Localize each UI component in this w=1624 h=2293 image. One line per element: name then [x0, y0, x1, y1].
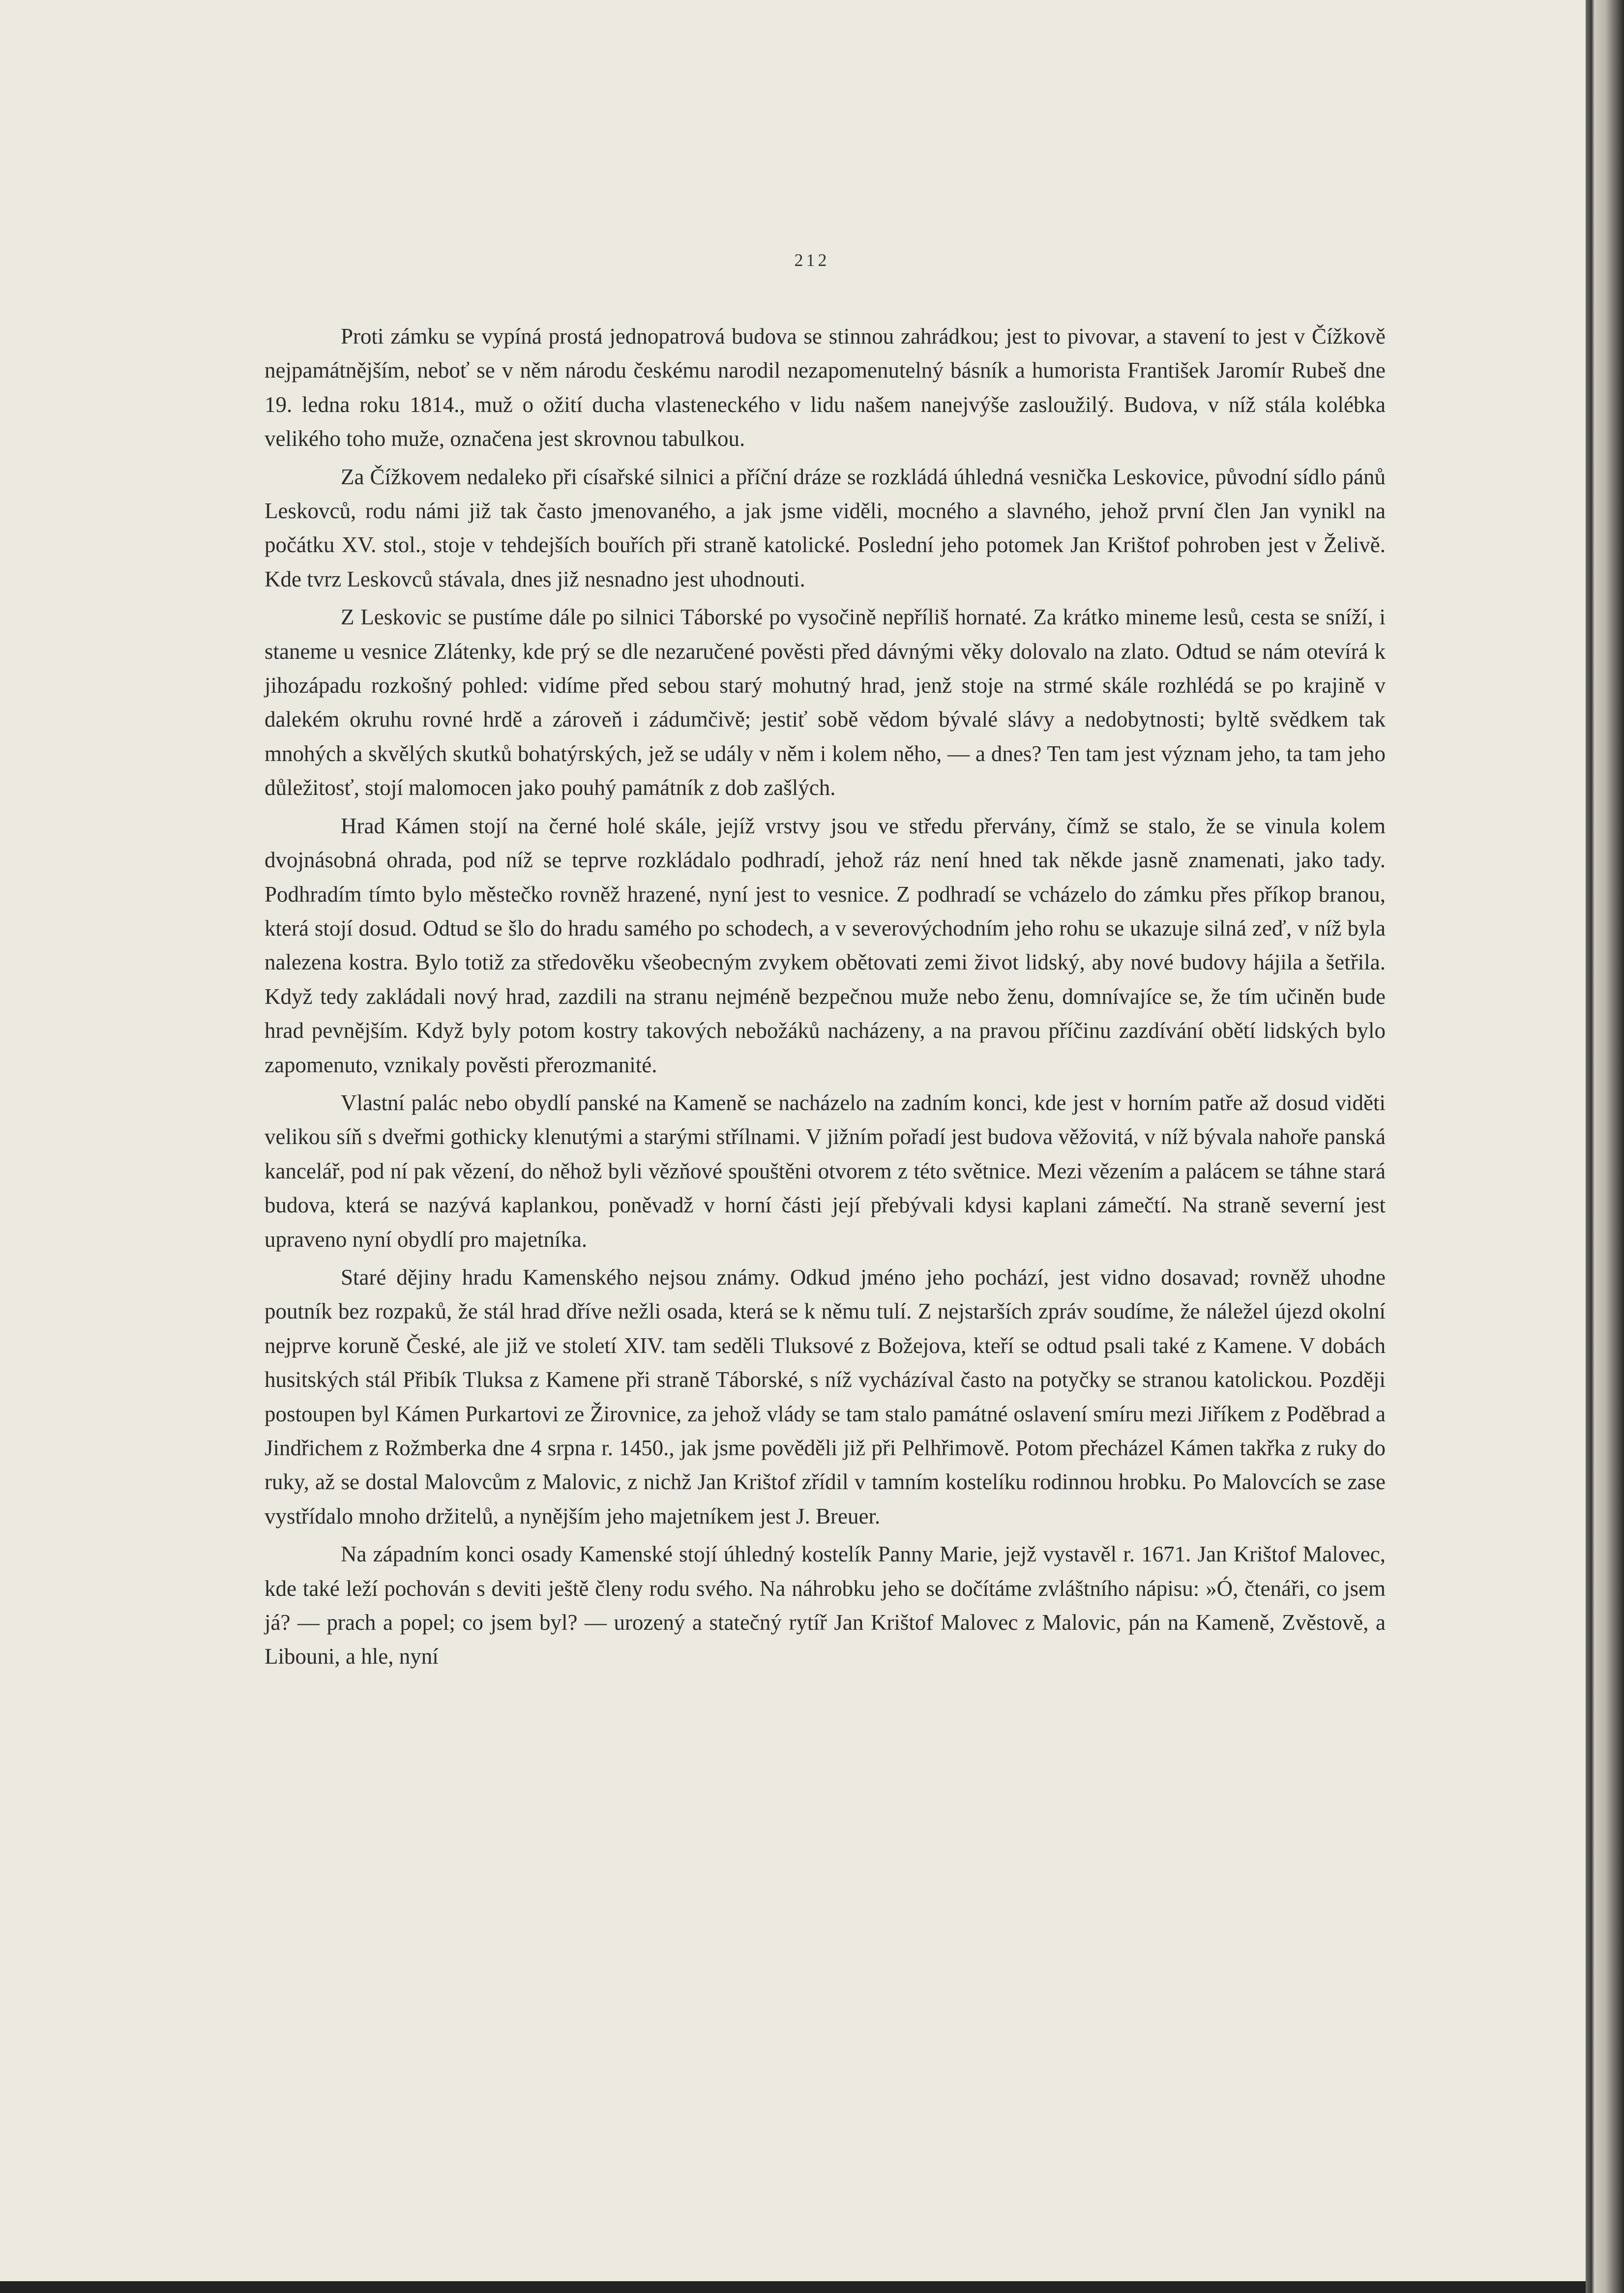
- paragraph-2: Za Čížkovem nedaleko při císařské silnici a příční dráze se rozkládá úhledná vesnička Leskovice, původní sídlo pánů Leskovců, rodu námi již tak často jmenovaného, a jak jsme viděli, mocného a slavného, jehož první člen Jan vynikl na počátku XV. stol., stoje v tehdejších bouřích při straně katolické. Poslední jeho potomek Jan Krištof pohroben jest v Želivě. Kde tvrz Leskovců stávala, dnes již nesnadno jest uhodnouti.: [265, 464, 1386, 591]
- paragraph-7: Na západním konci osady Kamenské stojí úhledný kostelík Panny Marie, jejž vystavěl r. 1671. Jan Krištof Malovec, kde také leží pochován s deviti ještě členy rodu svého. Na náhrobku jeho se dočítáme zvláštního nápisu: »Ó, čtenáři, co jsem já? — prach a popel; co jsem byl? — urozený a statečný rytíř Jan Krištof Malovec z Malovic, pán na Kameně, Zvěstově, a Libouni, a hle, nyní: [265, 1542, 1386, 1669]
- body-text: [265, 320, 1386, 1678]
- paragraph-3: Z Leskovic se pustíme dále po silnici Táborské po vysočině nepříliš hornaté. Za krátko mineme lesů, cesta se sníží, i staneme u vesnice Zlátenky, kde prý se dle nezaručené pověsti před dávnými věky dolovalo na zlato. Odtud se nám otevírá k jihozápadu rozkošný pohled: vidíme před sebou starý mohutný hrad, jenž stoje na strmé skále rozhlédá se po krajině v dalekém okruhu rovné hrdě a zároveň i zádumčivě; jestiť sobě vědom bývalé slávy a nedobytnosti; byltě svědkem tak mnohých a skvělých skutků bohatýrských, jež se udály v něm i kolem něho, — a dnes? Ten tam jest význam jeho, ta tam jeho důležitosť, stojí malomocen jako pouhý památník z dob zašlých.: [265, 605, 1386, 800]
- scan-shadow: [0, 2281, 1586, 2293]
- page-edge: [1586, 0, 1624, 2293]
- paragraph-1: Proti zámku se vypíná prostá jednopatrová budova se stinnou zahrádkou; jest to pivovar, a stavení to jest v Čížkově nejpamátnějším, neboť se v něm národu českému narodil nezapomenutelný básník a humorista František Jaromír Rubeš dne 19. ledna roku 1814., muž o ožití ducha vlasteneckého v lidu našem nanejvýše zasloužilý. Budova, v níž stála kolébka velikého toho muže, označena jest skrovnou tabulkou.: [265, 324, 1386, 451]
- paragraph-4: Hrad Kámen stojí na černé holé skále, jejíž vrstvy jsou ve středu přervány, čímž se stalo, že se vinula kolem dvojnásobná ohrada, pod níž se teprve rozkládalo podhradí, jehož ráz není hned tak někde jasně znamenati, jako tady. Podhradím tímto bylo městečko rovněž hrazené, nyní jest to vesnice. Z podhradí se vcházelo do zámku přes příkop branou, která stojí dosud. Odtud se šlo do hradu samého po schodech, a v severovýchodním jeho rohu se ukazuje silná zeď, v níž byla nalezena kostra. Bylo totiž za středověku všeobecným zvykem obětovati zemi život lidský, aby nové budovy hájila a šetřila. Když tedy zakládali nový hrad, zazdili na stranu nejméně bezpečnou muže nebo ženu, domnívajíce se, že tím učiněn bude hrad pevnějším. Když byly potom kostry takových nebožáků nacházeny, a na pravou příčinu zazdívání obětí lidských bylo zapomenuto, vznikaly pověsti přerozmanité.: [265, 813, 1386, 1077]
- paragraph-5: Vlastní palác nebo obydlí panské na Kameně se nacházelo na zadním konci, kde jest v horním patře až dosud viděti velikou síň s dveřmi gothicky klenutými a starými střílnami. V jižním pořadí jest budova věžovitá, v níž bývala nahoře panská kancelář, pod ní pak vězení, do něhož byli vězňové spouštěni otvorem z této světnice. Mezi vězením a palácem se táhne stará budova, která se nazývá kaplankou, poněvadž v horní části její přebývali kdysi kaplani zámečtí. Na straně severní jest upraveno nyní obydlí pro majetníka.: [265, 1090, 1386, 1252]
- page-number: 212: [794, 250, 830, 270]
- paragraph-6: Staré dějiny hradu Kamenského nejsou známy. Odkud jméno jeho pochází, jest vidno dosavad; rovněž uhodne poutník bez rozpaků, že stál hrad dříve nežli osada, která se k němu tulí. Z nejstarších zpráv soudíme, že náležel újezd okolní nejprve koruně České, ale již ve století XIV. tam seděli Tluksové z Božejova, kteří se odtud psali také z Kamene. V dobách husitských stál Přibík Tluksa z Kamene při straně Táborské, s níž vycházíval často na potyčky se stranou katolickou. Později postoupen byl Kámen Purkartovi ze Žirovnice, za jehož vlády se tam stalo památné oslavení smíru mezi Jiříkem z Poděbrad a Jindřichem z Rožmberka dne 4 srpna r. 1450., jak jsme pověděli již při Pelhřimově. Potom přecházel Kámen takřka z ruky do ruky, až se dostal Malovcům z Malovic, z nichž Jan Krištof zřídil v tamním kostelíku rodinnou hrobku. Po Malovcích se zase vystřídalo mnoho držitelů, a nynějším jeho majetníkem jest J. Breuer.: [265, 1264, 1386, 1529]
